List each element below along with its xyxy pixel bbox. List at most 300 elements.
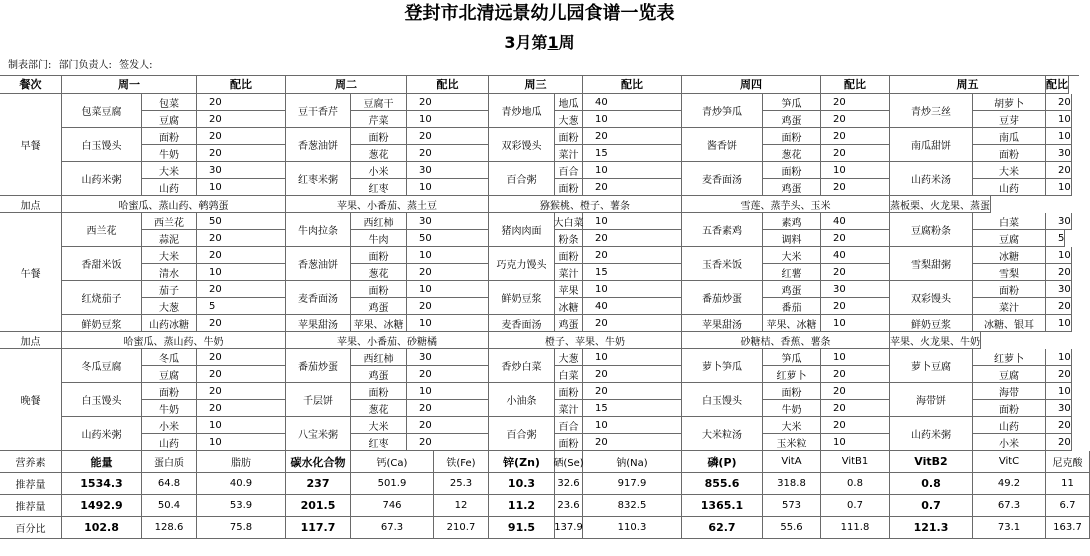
ratio-value: 20: [583, 315, 682, 332]
ratio-value: 20: [821, 94, 890, 111]
dish-name: 豆腐粉条: [890, 213, 973, 247]
ratio-value: 20: [407, 434, 489, 451]
ratio-value: 10: [1046, 315, 1072, 332]
ratio-value: 20: [407, 366, 489, 383]
ingredient: 大米: [142, 247, 197, 264]
ratio-value: 20: [407, 145, 489, 162]
ratio-value: 30: [407, 162, 489, 179]
ingredient: 豆腐: [973, 230, 1046, 247]
dish-name: 青炒笋瓜: [682, 94, 763, 128]
ratio-value: 20: [197, 111, 286, 128]
ingredient: 面粉: [763, 162, 821, 179]
ingredient: 豆腐: [142, 366, 197, 383]
ingredient: 豆芽: [973, 111, 1046, 128]
ingredient: 葱花: [351, 264, 407, 281]
dish-name: 香甜米饭: [62, 247, 142, 281]
ingredient: 笋瓜: [763, 349, 821, 366]
dish-name: 酱香饼: [682, 128, 763, 162]
ingredient: 清水: [142, 264, 197, 281]
week-label: 周: [558, 33, 575, 52]
snack-items: 砂糖桔、香蕉、薯条: [682, 332, 890, 349]
ratio-value: 20: [197, 400, 286, 417]
ratio-value: 20: [821, 383, 890, 400]
ingredient: 牛奶: [142, 145, 197, 162]
nutrient-value: 0.7: [821, 495, 890, 517]
ratio-value: 30: [1046, 145, 1072, 162]
dish-name: 雪梨甜粥: [890, 247, 973, 281]
ratio-value: 10: [1046, 179, 1072, 196]
snack-items: 哈蜜瓜、蒸山药、鹌鹑蛋: [62, 196, 286, 213]
ingredient: 面粉: [555, 383, 583, 400]
dish-name: 玉香米饭: [682, 247, 763, 281]
nutrient-value: 110.3: [583, 517, 682, 539]
nutrient-value: 67.3: [973, 495, 1046, 517]
ingredient: 冬瓜: [142, 349, 197, 366]
nutrient-value: 91.5: [489, 517, 555, 539]
issuer-label: 签发人:: [119, 60, 153, 71]
nutrient-value: 67.3: [351, 517, 434, 539]
dish-name: 萝卜笋瓜: [682, 349, 763, 383]
ratio-value: 15: [583, 264, 682, 281]
nutrient-value: 75.8: [197, 517, 286, 539]
ratio-value: 20: [407, 264, 489, 281]
nutrient-value: 855.6: [682, 473, 763, 495]
ratio-value: 20: [197, 247, 286, 264]
ratio-value: 20: [1046, 298, 1072, 315]
snack-items: 蒸板栗、火龙果、蒸蛋: [890, 196, 991, 213]
page-title: 登封市北清远景幼儿园食谱一览表: [404, 3, 675, 24]
nutrient-value: 832.5: [583, 495, 682, 517]
ratio-value: 20: [407, 128, 489, 145]
dish-name: 百合粥: [489, 162, 555, 196]
ingredient: 鸡蛋: [763, 179, 821, 196]
snack-items: 雪莲、蒸芋头、玉米: [682, 196, 890, 213]
nutrient-value: 40.9: [197, 473, 286, 495]
ratio-value: 20: [583, 247, 682, 264]
dish-name: 八宝米粥: [286, 417, 351, 451]
ratio-value: 10: [407, 179, 489, 196]
nutrient-value: 573: [763, 495, 821, 517]
dish-name: 五香素鸡: [682, 213, 763, 247]
ingredient: 面粉: [555, 128, 583, 145]
ratio-value: 30: [821, 281, 890, 298]
ingredient: 小米: [973, 434, 1046, 451]
ratio-value: 40: [583, 94, 682, 111]
nutrient-name: 铁(Fe): [434, 451, 489, 473]
ratio-value: 20: [583, 366, 682, 383]
ratio-value: 10: [197, 179, 286, 196]
ratio-value: 10: [583, 349, 682, 366]
nutrient-value: 25.3: [434, 473, 489, 495]
ingredient: 小米: [351, 162, 407, 179]
ratio-value: 20: [583, 128, 682, 145]
ingredient: 大米: [763, 247, 821, 264]
ratio-value: 10: [821, 434, 890, 451]
nutrient-value: 10.3: [489, 473, 555, 495]
nutrient-value: 0.8: [821, 473, 890, 495]
dish-name: 千层饼: [286, 383, 351, 417]
dish-name: 猪肉肉面: [489, 213, 555, 247]
dish-name: 青炒三丝: [890, 94, 973, 128]
ingredient: 大白菜: [555, 213, 583, 230]
ingredient: 面粉: [555, 179, 583, 196]
ratio-value: 20: [821, 298, 890, 315]
ratio-value: 10: [407, 247, 489, 264]
snack-label: 加点: [0, 196, 62, 213]
nutrient-value: 6.7: [1046, 495, 1090, 517]
dish-name: 海带饼: [890, 383, 973, 417]
ratio-value: 10: [821, 315, 890, 332]
ingredient: 冰糖: [555, 298, 583, 315]
snack-label: 加点: [0, 332, 62, 349]
ingredient: 西红柿: [351, 213, 407, 230]
dish-name: 山药米粥: [890, 417, 973, 451]
ratio-value: 20: [1046, 434, 1072, 451]
nutrient-value: 53.9: [197, 495, 286, 517]
ingredient: 面粉: [555, 247, 583, 264]
meal-header: 餐次: [0, 75, 62, 94]
dish-name: 巧克力馒头: [489, 247, 555, 281]
ingredient: 面粉: [351, 281, 407, 298]
ratio-value: 50: [407, 230, 489, 247]
dish-name: 百合粥: [489, 417, 555, 451]
dish-name: 红枣米粥: [286, 162, 351, 196]
ratio-value: 10: [583, 213, 682, 230]
ratio-value: 30: [1046, 400, 1072, 417]
ratio-value: 10: [197, 417, 286, 434]
nutrient-name: 碳水化合物: [286, 451, 351, 473]
dish-name: 冬瓜豆腐: [62, 349, 142, 383]
snack-items: 苹果、小番茄、蒸土豆: [286, 196, 489, 213]
nutrient-value: 137.9: [555, 517, 583, 539]
nutrient-value: 50.4: [142, 495, 197, 517]
dish-name: 番茄炒蛋: [286, 349, 351, 383]
dish-name: 双彩馒头: [489, 128, 555, 162]
dish-name: 南瓜甜饼: [890, 128, 973, 162]
ratio-value: 5: [1046, 230, 1065, 247]
dish-name: 山药米粥: [62, 162, 142, 196]
ratio-value: 20: [197, 349, 286, 366]
ratio-value: 10: [407, 315, 489, 332]
dish-name: 番茄炒蛋: [682, 281, 763, 315]
ingredient: 豆腐: [973, 366, 1046, 383]
snack-items: 猕猴桃、橙子、薯条: [489, 196, 682, 213]
dish-name: 青炒地瓜: [489, 94, 555, 128]
ingredient: 山药: [142, 434, 197, 451]
ratio-value: 20: [1046, 162, 1072, 179]
ratio-header: 配比: [197, 75, 286, 94]
dish-name: 麦香面汤: [489, 315, 555, 332]
ingredient: 面粉: [973, 400, 1046, 417]
nutrient-name: VitB1: [821, 451, 890, 473]
nutrient-value: 55.6: [763, 517, 821, 539]
nutrient-value: 917.9: [583, 473, 682, 495]
ratio-value: 15: [583, 145, 682, 162]
ratio-value: 10: [1046, 383, 1072, 400]
nutrient-value: 73.1: [973, 517, 1046, 539]
ratio-value: 40: [583, 298, 682, 315]
ingredient: 白菜: [555, 366, 583, 383]
nutrient-value: 163.7: [1046, 517, 1090, 539]
ingredient: 鸡蛋: [763, 111, 821, 128]
ratio-value: 40: [821, 213, 890, 230]
nutrient-value: 49.2: [973, 473, 1046, 495]
ratio-value: 20: [407, 417, 489, 434]
ratio-value: 20: [1046, 264, 1072, 281]
dish-name: 牛肉拉条: [286, 213, 351, 247]
dish-name: 香葱油饼: [286, 128, 351, 162]
ratio-header: 配比: [1046, 75, 1069, 94]
ingredient: 面粉: [351, 128, 407, 145]
ratio-value: 20: [407, 400, 489, 417]
week-number: 1: [547, 33, 559, 52]
ingredient: 面粉: [351, 383, 407, 400]
ingredient: 西兰花: [142, 213, 197, 230]
ratio-value: 20: [197, 366, 286, 383]
nutrient-value: 12: [434, 495, 489, 517]
info-line: [8, 58, 157, 74]
ratio-value: 20: [197, 230, 286, 247]
ratio-value: 10: [407, 111, 489, 128]
nutrition-row-label: 推荐量: [0, 495, 62, 517]
ingredient: 包菜: [142, 94, 197, 111]
ratio-header: 配比: [583, 75, 682, 94]
nutrient-value: 0.8: [890, 473, 973, 495]
ingredient: 菜汁: [555, 145, 583, 162]
meal-label: 晚餐: [0, 349, 62, 451]
ingredient: 番茄: [763, 298, 821, 315]
ratio-value: 30: [197, 162, 286, 179]
ratio-value: 10: [1046, 111, 1072, 128]
ratio-value: 10: [407, 383, 489, 400]
dish-name: 豆干香芹: [286, 94, 351, 128]
ingredient: 苹果: [555, 281, 583, 298]
ratio-value: 20: [821, 111, 890, 128]
snack-items: 苹果、小番茄、砂糖橘: [286, 332, 489, 349]
ingredient: 豆腐: [142, 111, 197, 128]
ratio-value: 10: [821, 162, 890, 179]
snack-items: 哈蜜瓜、蒸山药、牛奶: [62, 332, 286, 349]
ratio-value: 10: [1046, 349, 1072, 366]
ingredient: 豆腐干: [351, 94, 407, 111]
ingredient: 百合: [555, 417, 583, 434]
nutrient-value: 210.7: [434, 517, 489, 539]
nutrient-value: 201.5: [286, 495, 351, 517]
dish-name: 大米粒汤: [682, 417, 763, 451]
ratio-value: 20: [1046, 366, 1072, 383]
ingredient: 菜汁: [555, 264, 583, 281]
nutrient-name: 尼克酸: [1046, 451, 1090, 473]
ingredient: 红薯: [763, 264, 821, 281]
dish-name: 苹果甜汤: [286, 315, 351, 332]
ingredient: 雪梨: [973, 264, 1046, 281]
ingredient: 山药: [142, 179, 197, 196]
ingredient: 百合: [555, 162, 583, 179]
ratio-value: 30: [407, 213, 489, 230]
ratio-value: 10: [197, 434, 286, 451]
nutrient-name: 蛋白质: [142, 451, 197, 473]
ratio-value: 20: [583, 383, 682, 400]
dish-name: 双彩馒头: [890, 281, 973, 315]
day-header: 周五: [890, 75, 1046, 94]
nutrient-value: 111.8: [821, 517, 890, 539]
ratio-value: 10: [583, 417, 682, 434]
ingredient: 地瓜: [555, 94, 583, 111]
dish-name: 山药米汤: [890, 162, 973, 196]
ratio-value: 20: [821, 230, 890, 247]
ingredient: 海带: [973, 383, 1046, 400]
ratio-value: 10: [197, 264, 286, 281]
ingredient: 粉条: [555, 230, 583, 247]
nutrient-value: 11: [1046, 473, 1090, 495]
ingredient: 红枣: [351, 434, 407, 451]
ingredient: 牛奶: [763, 400, 821, 417]
nutrient-value: 11.2: [489, 495, 555, 517]
week-subtitle: [0, 30, 1079, 56]
dish-name: 鲜奶豆浆: [489, 281, 555, 315]
meal-label: 午餐: [0, 213, 62, 332]
ingredient: 面粉: [351, 247, 407, 264]
dish-name: 香炒白菜: [489, 349, 555, 383]
meal-label: 早餐: [0, 94, 62, 196]
day-header: 周三: [489, 75, 583, 94]
ingredient: 面粉: [142, 128, 197, 145]
ingredient: 鸡蛋: [351, 366, 407, 383]
ingredient: 面粉: [973, 145, 1046, 162]
ingredient: 茄子: [142, 281, 197, 298]
ratio-value: 20: [583, 179, 682, 196]
ingredient: 南瓜: [973, 128, 1046, 145]
nutrient-value: 318.8: [763, 473, 821, 495]
nutrient-value: 121.3: [890, 517, 973, 539]
nutrient-value: 102.8: [62, 517, 142, 539]
ingredient: 胡萝卜: [973, 94, 1046, 111]
nutrient-name: 能量: [62, 451, 142, 473]
nutrient-name: 磷(P): [682, 451, 763, 473]
day-header: 周四: [682, 75, 821, 94]
ingredient: 山药: [973, 417, 1046, 434]
ratio-value: 30: [1046, 213, 1072, 230]
ingredient: 葱花: [351, 145, 407, 162]
ingredient: 面粉: [142, 383, 197, 400]
nutrition-row-label: 推荐量: [0, 473, 62, 495]
dish-name: 白玉馒头: [62, 128, 142, 162]
nutrient-value: 1492.9: [62, 495, 142, 517]
head-label: 部门负责人:: [58, 60, 112, 71]
snack-items: 苹果、火龙果、牛奶: [890, 332, 981, 349]
ratio-value: 10: [407, 281, 489, 298]
ratio-value: 20: [583, 434, 682, 451]
nutrient-value: 23.6: [555, 495, 583, 517]
ingredient: 面粉: [763, 383, 821, 400]
ingredient: 西红柿: [351, 349, 407, 366]
ratio-value: 20: [197, 94, 286, 111]
ingredient: 白菜: [973, 213, 1046, 230]
ratio-value: 20: [197, 315, 286, 332]
ratio-value: 10: [1046, 247, 1072, 264]
ingredient: 面粉: [973, 281, 1046, 298]
ingredient: 素鸡: [763, 213, 821, 230]
ratio-value: 20: [583, 230, 682, 247]
nutrient-name: 钙(Ca): [351, 451, 434, 473]
ingredient: 大葱: [142, 298, 197, 315]
ingredient: 牛奶: [142, 400, 197, 417]
ingredient: 大米: [763, 417, 821, 434]
ratio-value: 20: [821, 417, 890, 434]
dish-name: 山药米粥: [62, 417, 142, 451]
ingredient: 调料: [763, 230, 821, 247]
ingredient: 葱花: [351, 400, 407, 417]
ingredient: 面粉: [555, 434, 583, 451]
ratio-value: 10: [583, 162, 682, 179]
ratio-value: 20: [197, 145, 286, 162]
nutrient-name: VitC: [973, 451, 1046, 473]
ingredient: 冰糖、银耳: [973, 315, 1046, 332]
nutrient-name: 脂肪: [197, 451, 286, 473]
ratio-value: 10: [1046, 128, 1072, 145]
dish-name: 红烧茄子: [62, 281, 142, 315]
dish-name: 小油条: [489, 383, 555, 417]
ingredient: 大葱: [555, 111, 583, 128]
nutrient-value: 746: [351, 495, 434, 517]
ratio-value: 30: [407, 349, 489, 366]
nutrient-name: 营养素: [0, 451, 62, 473]
dish-name: 包菜豆腐: [62, 94, 142, 128]
nutrient-name: 锌(Zn): [489, 451, 555, 473]
nutrient-value: 32.6: [555, 473, 583, 495]
dish-name: 西兰花: [62, 213, 142, 247]
nutrient-value: 237: [286, 473, 351, 495]
ingredient: 菜汁: [973, 298, 1046, 315]
nutrient-value: 117.7: [286, 517, 351, 539]
dish-name: 白玉馒头: [682, 383, 763, 417]
nutrient-name: 硒(Se): [555, 451, 583, 473]
nutrient-value: 0.7: [890, 495, 973, 517]
ratio-value: 5: [197, 298, 286, 315]
nutrition-row-label: 百分比: [0, 517, 62, 539]
dish-name: 麦香面汤: [286, 281, 351, 315]
ingredient: 苹果、冰糖: [351, 315, 407, 332]
dish-name: 白玉馒头: [62, 383, 142, 417]
ingredient: 玉米粒: [763, 434, 821, 451]
ratio-value: 20: [197, 383, 286, 400]
dish-name: 香葱油饼: [286, 247, 351, 281]
nutrient-value: 1365.1: [682, 495, 763, 517]
ratio-value: 30: [1046, 281, 1072, 298]
ingredient: 菜汁: [555, 400, 583, 417]
ratio-value: 20: [821, 128, 890, 145]
ingredient: 鸡蛋: [351, 298, 407, 315]
dish-name: 鲜奶豆浆: [890, 315, 973, 332]
ratio-value: 20: [821, 145, 890, 162]
day-header: 周一: [62, 75, 197, 94]
ratio-header: 配比: [821, 75, 890, 94]
ratio-value: 20: [821, 179, 890, 196]
ratio-value: 10: [583, 111, 682, 128]
ingredient: 红萝卜: [763, 366, 821, 383]
ratio-value: 20: [821, 366, 890, 383]
ratio-value: 10: [583, 281, 682, 298]
ratio-value: 15: [583, 400, 682, 417]
ratio-value: 20: [1046, 417, 1072, 434]
ingredient: 鸡蛋: [555, 315, 583, 332]
dish-name: 鲜奶豆浆: [62, 315, 142, 332]
nutrient-value: 128.6: [142, 517, 197, 539]
ratio-value: 40: [821, 247, 890, 264]
ingredient: 红枣: [351, 179, 407, 196]
ratio-value: 10: [821, 349, 890, 366]
ingredient: 鸡蛋: [763, 281, 821, 298]
